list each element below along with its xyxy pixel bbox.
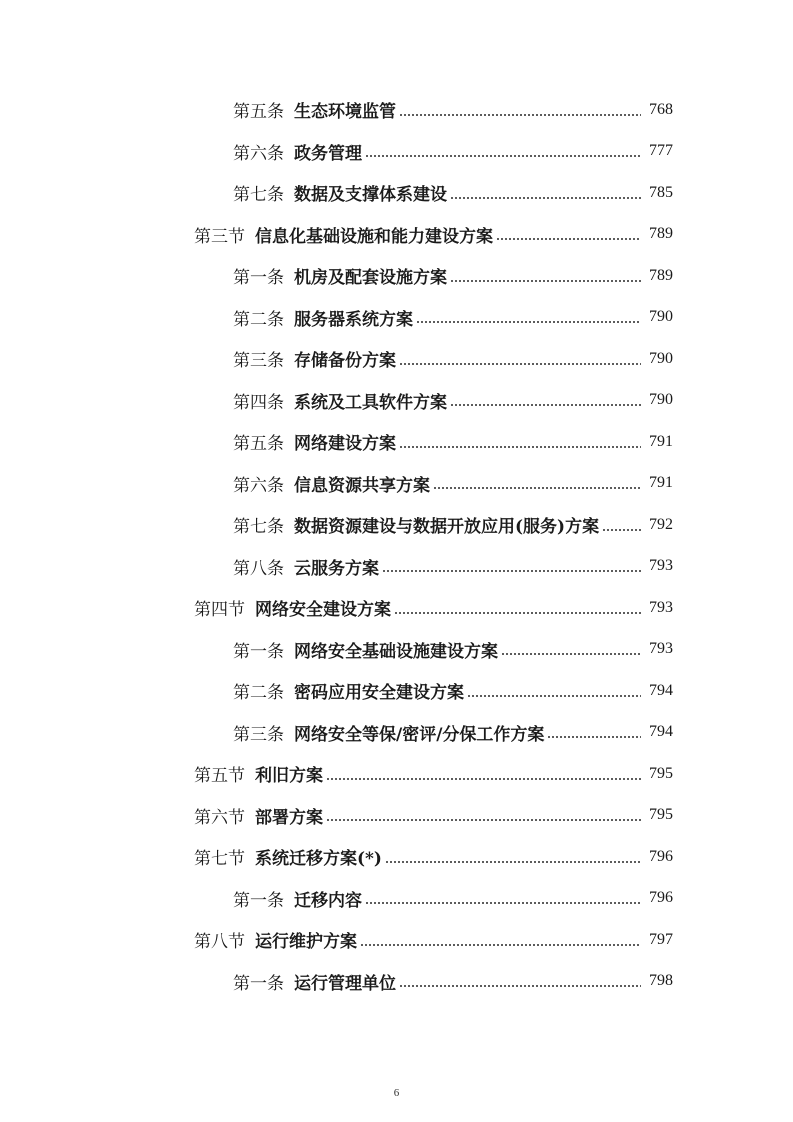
toc-entry-title: 网络安全基础设施建设方案 (294, 641, 498, 662)
toc-entry-number: 第三节 (194, 226, 245, 247)
toc-article-entry[interactable] (0, 338, 793, 380)
toc-entry-page: 796 (649, 847, 673, 865)
page-number: 6 (393, 1087, 400, 1099)
toc-entry-page: 798 (649, 972, 673, 990)
toc-dot-leader (365, 155, 641, 157)
toc-entry-page: 790 (649, 308, 673, 326)
toc-dot-leader (399, 363, 641, 365)
toc-entry-page: 791 (649, 474, 673, 492)
toc-entry-page: 793 (649, 598, 673, 616)
toc-article-entry[interactable] (0, 670, 793, 712)
toc-article-entry[interactable] (0, 629, 793, 671)
toc-entry-page: 789 (649, 225, 673, 243)
toc-entry-number: 第四节 (194, 600, 245, 621)
toc-article-entry[interactable] (0, 463, 793, 505)
toc-dot-leader (602, 529, 641, 531)
toc-entry-title: 存储备份方案 (294, 351, 396, 372)
toc-article-entry[interactable] (0, 297, 793, 339)
toc-entry-number: 第五条 (233, 102, 284, 123)
toc-article-entry[interactable] (0, 131, 793, 173)
toc-entry-title: 网络安全建设方案 (255, 600, 391, 621)
toc-dot-leader (467, 695, 641, 697)
toc-section-entry[interactable] (0, 753, 793, 795)
toc-entry-title: 生态环境监管 (294, 102, 396, 123)
toc-entry-page: 768 (649, 100, 673, 118)
toc-entry-title: 系统迁移方案(*) (255, 849, 382, 870)
toc-section-entry[interactable] (0, 919, 793, 961)
toc-dot-leader (450, 197, 641, 199)
toc-entry-page: 795 (649, 806, 673, 824)
toc-entry-page: 789 (649, 266, 673, 284)
toc-entry-number: 第七条 (233, 185, 284, 206)
toc-article-entry[interactable] (0, 380, 793, 422)
toc-entry-title: 利旧方案 (255, 766, 323, 787)
toc-entry-title: 服务器系统方案 (294, 309, 413, 330)
toc-entry-title: 信息化基础设施和能力建设方案 (255, 226, 493, 247)
toc-entry-number: 第八节 (194, 932, 245, 953)
toc-dot-leader (501, 653, 641, 655)
toc-article-entry[interactable] (0, 172, 793, 214)
toc-dot-leader (450, 404, 641, 406)
toc-article-entry[interactable] (0, 712, 793, 754)
toc-article-entry[interactable] (0, 878, 793, 920)
toc-dot-leader (365, 902, 641, 904)
toc-entry-title: 网络安全等保/密评/分保工作方案 (294, 724, 545, 745)
toc-entry-page: 797 (649, 930, 673, 948)
toc-entry-page: 791 (649, 432, 673, 450)
toc-entry-number: 第一条 (233, 890, 284, 911)
toc-entry-number: 第六条 (233, 475, 284, 496)
toc-entry-title: 机房及配套设施方案 (294, 268, 447, 289)
toc-entry-number: 第一条 (233, 641, 284, 662)
toc-entry-page: 793 (649, 557, 673, 575)
toc-dot-leader (433, 487, 641, 489)
toc-dot-leader (394, 612, 641, 614)
toc-entry-title: 迁移内容 (294, 890, 362, 911)
toc-entry-title: 密码应用安全建设方案 (294, 683, 464, 704)
toc-entry-number: 第七节 (194, 849, 245, 870)
toc-entry-title: 数据及支撑体系建设 (294, 185, 447, 206)
toc-entry-number: 第八条 (233, 558, 284, 579)
toc-entry-number: 第三条 (233, 351, 284, 372)
toc-article-entry[interactable] (0, 421, 793, 463)
toc-dot-leader (360, 944, 641, 946)
toc-dot-leader (399, 114, 641, 116)
toc-section-entry[interactable] (0, 587, 793, 629)
toc-dot-leader (385, 861, 641, 863)
toc-entry-page: 794 (649, 723, 673, 741)
toc-dot-leader (399, 985, 641, 987)
toc-entry-number: 第二条 (233, 309, 284, 330)
toc-dot-leader (399, 446, 641, 448)
toc-entry-number: 第六条 (233, 143, 284, 164)
toc-entry-number: 第一条 (233, 973, 284, 994)
toc-article-entry[interactable] (0, 546, 793, 588)
toc-entry-page: 790 (649, 349, 673, 367)
toc-entry-number: 第四条 (233, 392, 284, 413)
toc-entry-number: 第五条 (233, 434, 284, 455)
toc-entry-page: 796 (649, 889, 673, 907)
toc-entry-number: 第二条 (233, 683, 284, 704)
toc-entry-page: 794 (649, 681, 673, 699)
toc-article-entry[interactable] (0, 504, 793, 546)
toc-entry-title: 系统及工具软件方案 (294, 392, 447, 413)
toc-dot-leader (326, 778, 641, 780)
table-of-contents (0, 89, 793, 1002)
toc-entry-title: 网络建设方案 (294, 434, 396, 455)
toc-section-entry[interactable] (0, 795, 793, 837)
toc-entry-title: 云服务方案 (294, 558, 379, 579)
toc-entry-page: 777 (649, 142, 673, 160)
toc-entry-page: 790 (649, 391, 673, 409)
toc-entry-number: 第一条 (233, 268, 284, 289)
toc-entry-title: 运行维护方案 (255, 932, 357, 953)
toc-dot-leader (496, 238, 641, 240)
toc-section-entry[interactable] (0, 836, 793, 878)
toc-dot-leader (547, 736, 641, 738)
toc-dot-leader (416, 321, 641, 323)
toc-entry-page: 792 (649, 515, 673, 533)
toc-dot-leader (382, 570, 641, 572)
toc-article-entry[interactable] (0, 255, 793, 297)
toc-section-entry[interactable] (0, 214, 793, 256)
toc-dot-leader (450, 280, 641, 282)
toc-entry-title: 运行管理单位 (294, 973, 396, 994)
toc-dot-leader (326, 819, 641, 821)
toc-article-entry[interactable] (0, 961, 793, 1003)
toc-entry-number: 第七条 (233, 517, 284, 538)
toc-entry-title: 政务管理 (294, 143, 362, 164)
toc-entry-number: 第三条 (233, 724, 284, 745)
toc-entry-page: 785 (649, 183, 673, 201)
toc-entry-title: 信息资源共享方案 (294, 475, 430, 496)
toc-entry-number: 第六节 (194, 807, 245, 828)
toc-article-entry[interactable] (0, 89, 793, 131)
toc-entry-page: 795 (649, 764, 673, 782)
toc-entry-page: 793 (649, 640, 673, 658)
toc-entry-number: 第五节 (194, 766, 245, 787)
toc-entry-title: 数据资源建设与数据开放应用(服务)方案 (294, 517, 600, 538)
toc-entry-title: 部署方案 (255, 807, 323, 828)
